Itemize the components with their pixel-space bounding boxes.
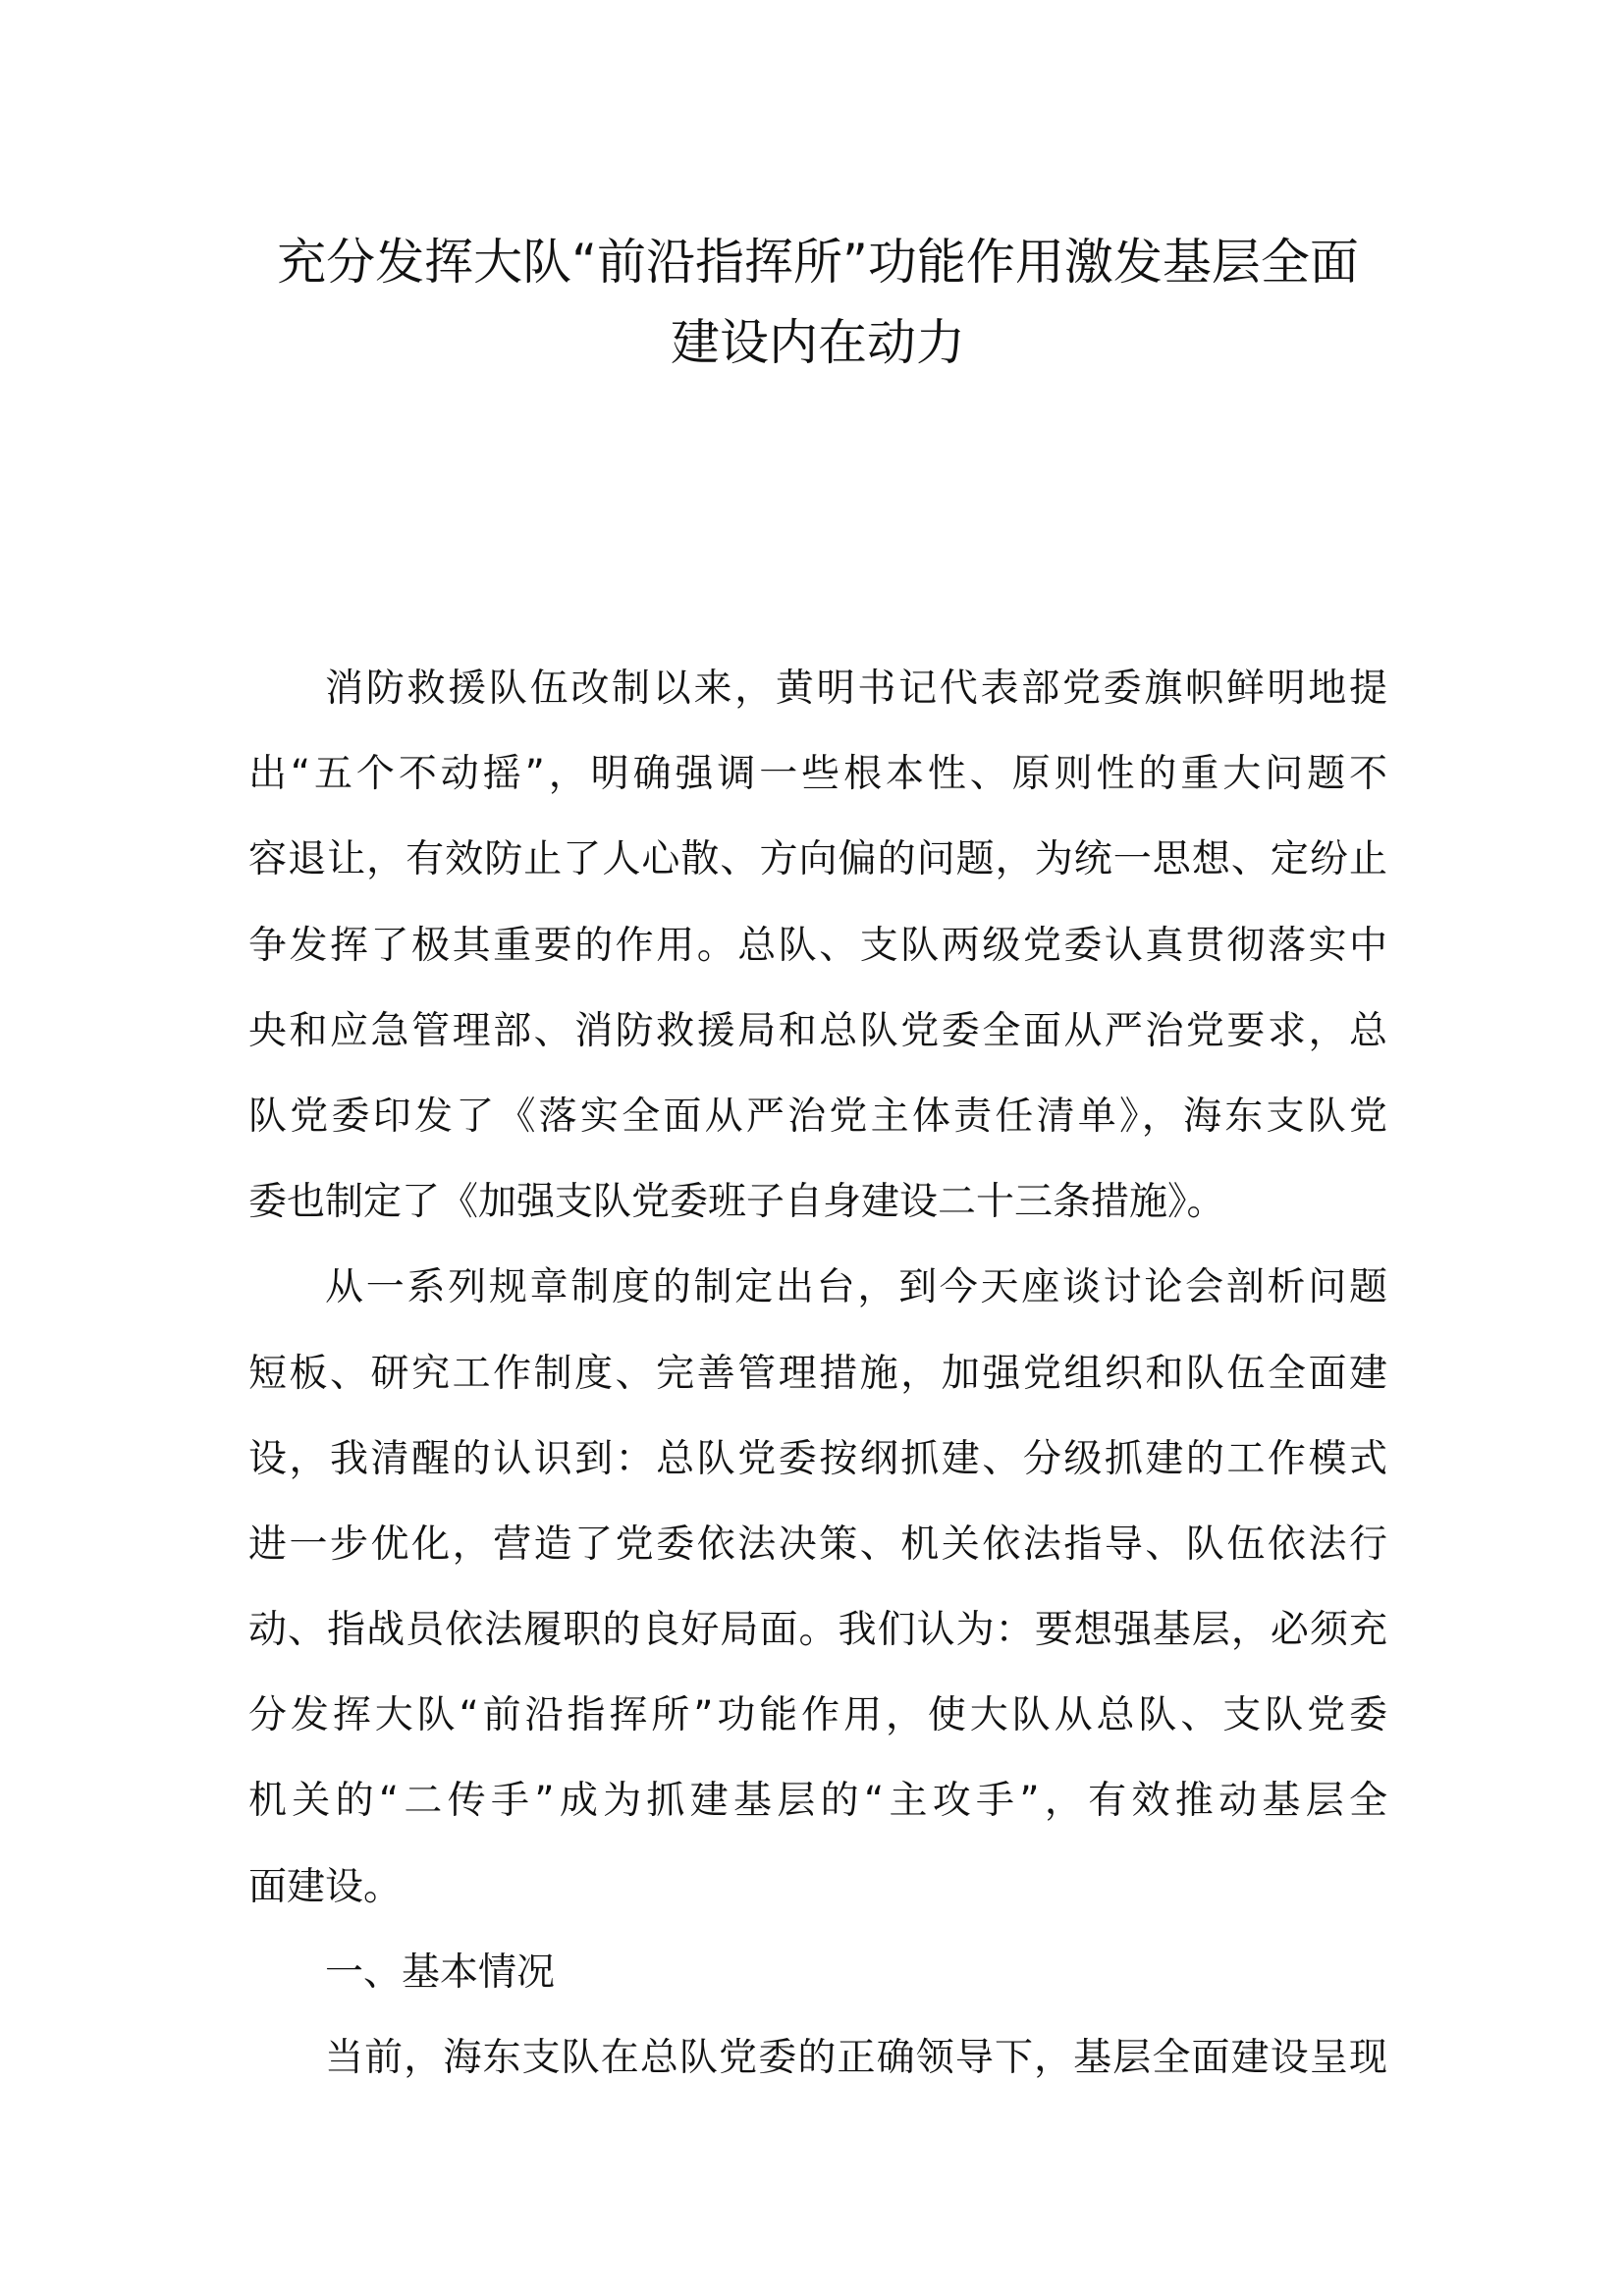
paragraph-line: 分发挥大队“前沿指挥所”功能作用，使大队从总队、支队党委 bbox=[248, 1693, 1387, 1738]
paragraph-line: 委也制定了《加强支队党委班子自身建设二十三条措施》。 bbox=[248, 1180, 1225, 1225]
document-title bbox=[248, 222, 1387, 383]
paragraph-line: 当前，海东支队在总队党委的正确领导下，基层全面建设呈现 bbox=[325, 2036, 1387, 2080]
paragraph bbox=[248, 646, 1387, 1245]
paragraph-line: 出“五个不动摇”，明确强调一些根本性、原则性的重大问题不 bbox=[248, 752, 1387, 797]
paragraph-line: 进一步优化，营造了党委依法决策、机关依法指导、队伍依法行 bbox=[248, 1522, 1387, 1567]
section-heading: 一、基本情况 bbox=[325, 1949, 556, 1995]
paragraph bbox=[248, 2015, 1387, 2101]
paragraph-line: 面建设。 bbox=[248, 1864, 403, 1909]
paragraph-line: 消防救援队伍改制以来，黄明书记代表部党委旗帜鲜明地提 bbox=[325, 667, 1387, 711]
paragraph-line: 容退让，有效防止了人心散、方向偏的问题，为统一思想、定纷止 bbox=[248, 837, 1387, 882]
title-line: 建设内在动力 bbox=[671, 314, 965, 371]
title-line: 充分发挥大队“前沿指挥所”功能作用激发基层全面 bbox=[277, 234, 1359, 291]
paragraph-line: 动、指战员依法履职的良好局面。我们认为：要想强基层，必须充 bbox=[248, 1608, 1387, 1653]
paragraph-line: 短板、研究工作制度、完善管理措施，加强党组织和队伍全面建 bbox=[248, 1351, 1387, 1396]
paragraph-line: 队党委印发了《落实全面从严治党主体责任清单》，海东支队党 bbox=[248, 1094, 1387, 1139]
paragraph-line: 央和应急管理部、消防救援局和总队党委全面从严治党要求，总 bbox=[248, 1008, 1387, 1053]
paragraph-line: 设，我清醒的认识到：总队党委按纲抓建、分级抓建的工作模式 bbox=[248, 1436, 1387, 1481]
paragraph-line: 从一系列规章制度的制定出台，到今天座谈讨论会剖析问题 bbox=[325, 1265, 1387, 1310]
paragraph-line: 机关的“二传手”成为抓建基层的“主攻手”，有效推动基层全 bbox=[248, 1779, 1387, 1824]
document-body bbox=[248, 646, 1387, 2101]
paragraph-line: 争发挥了极其重要的作用。总队、支队两级党委认真贯彻落实中 bbox=[248, 923, 1387, 968]
paragraph bbox=[248, 1245, 1387, 1930]
